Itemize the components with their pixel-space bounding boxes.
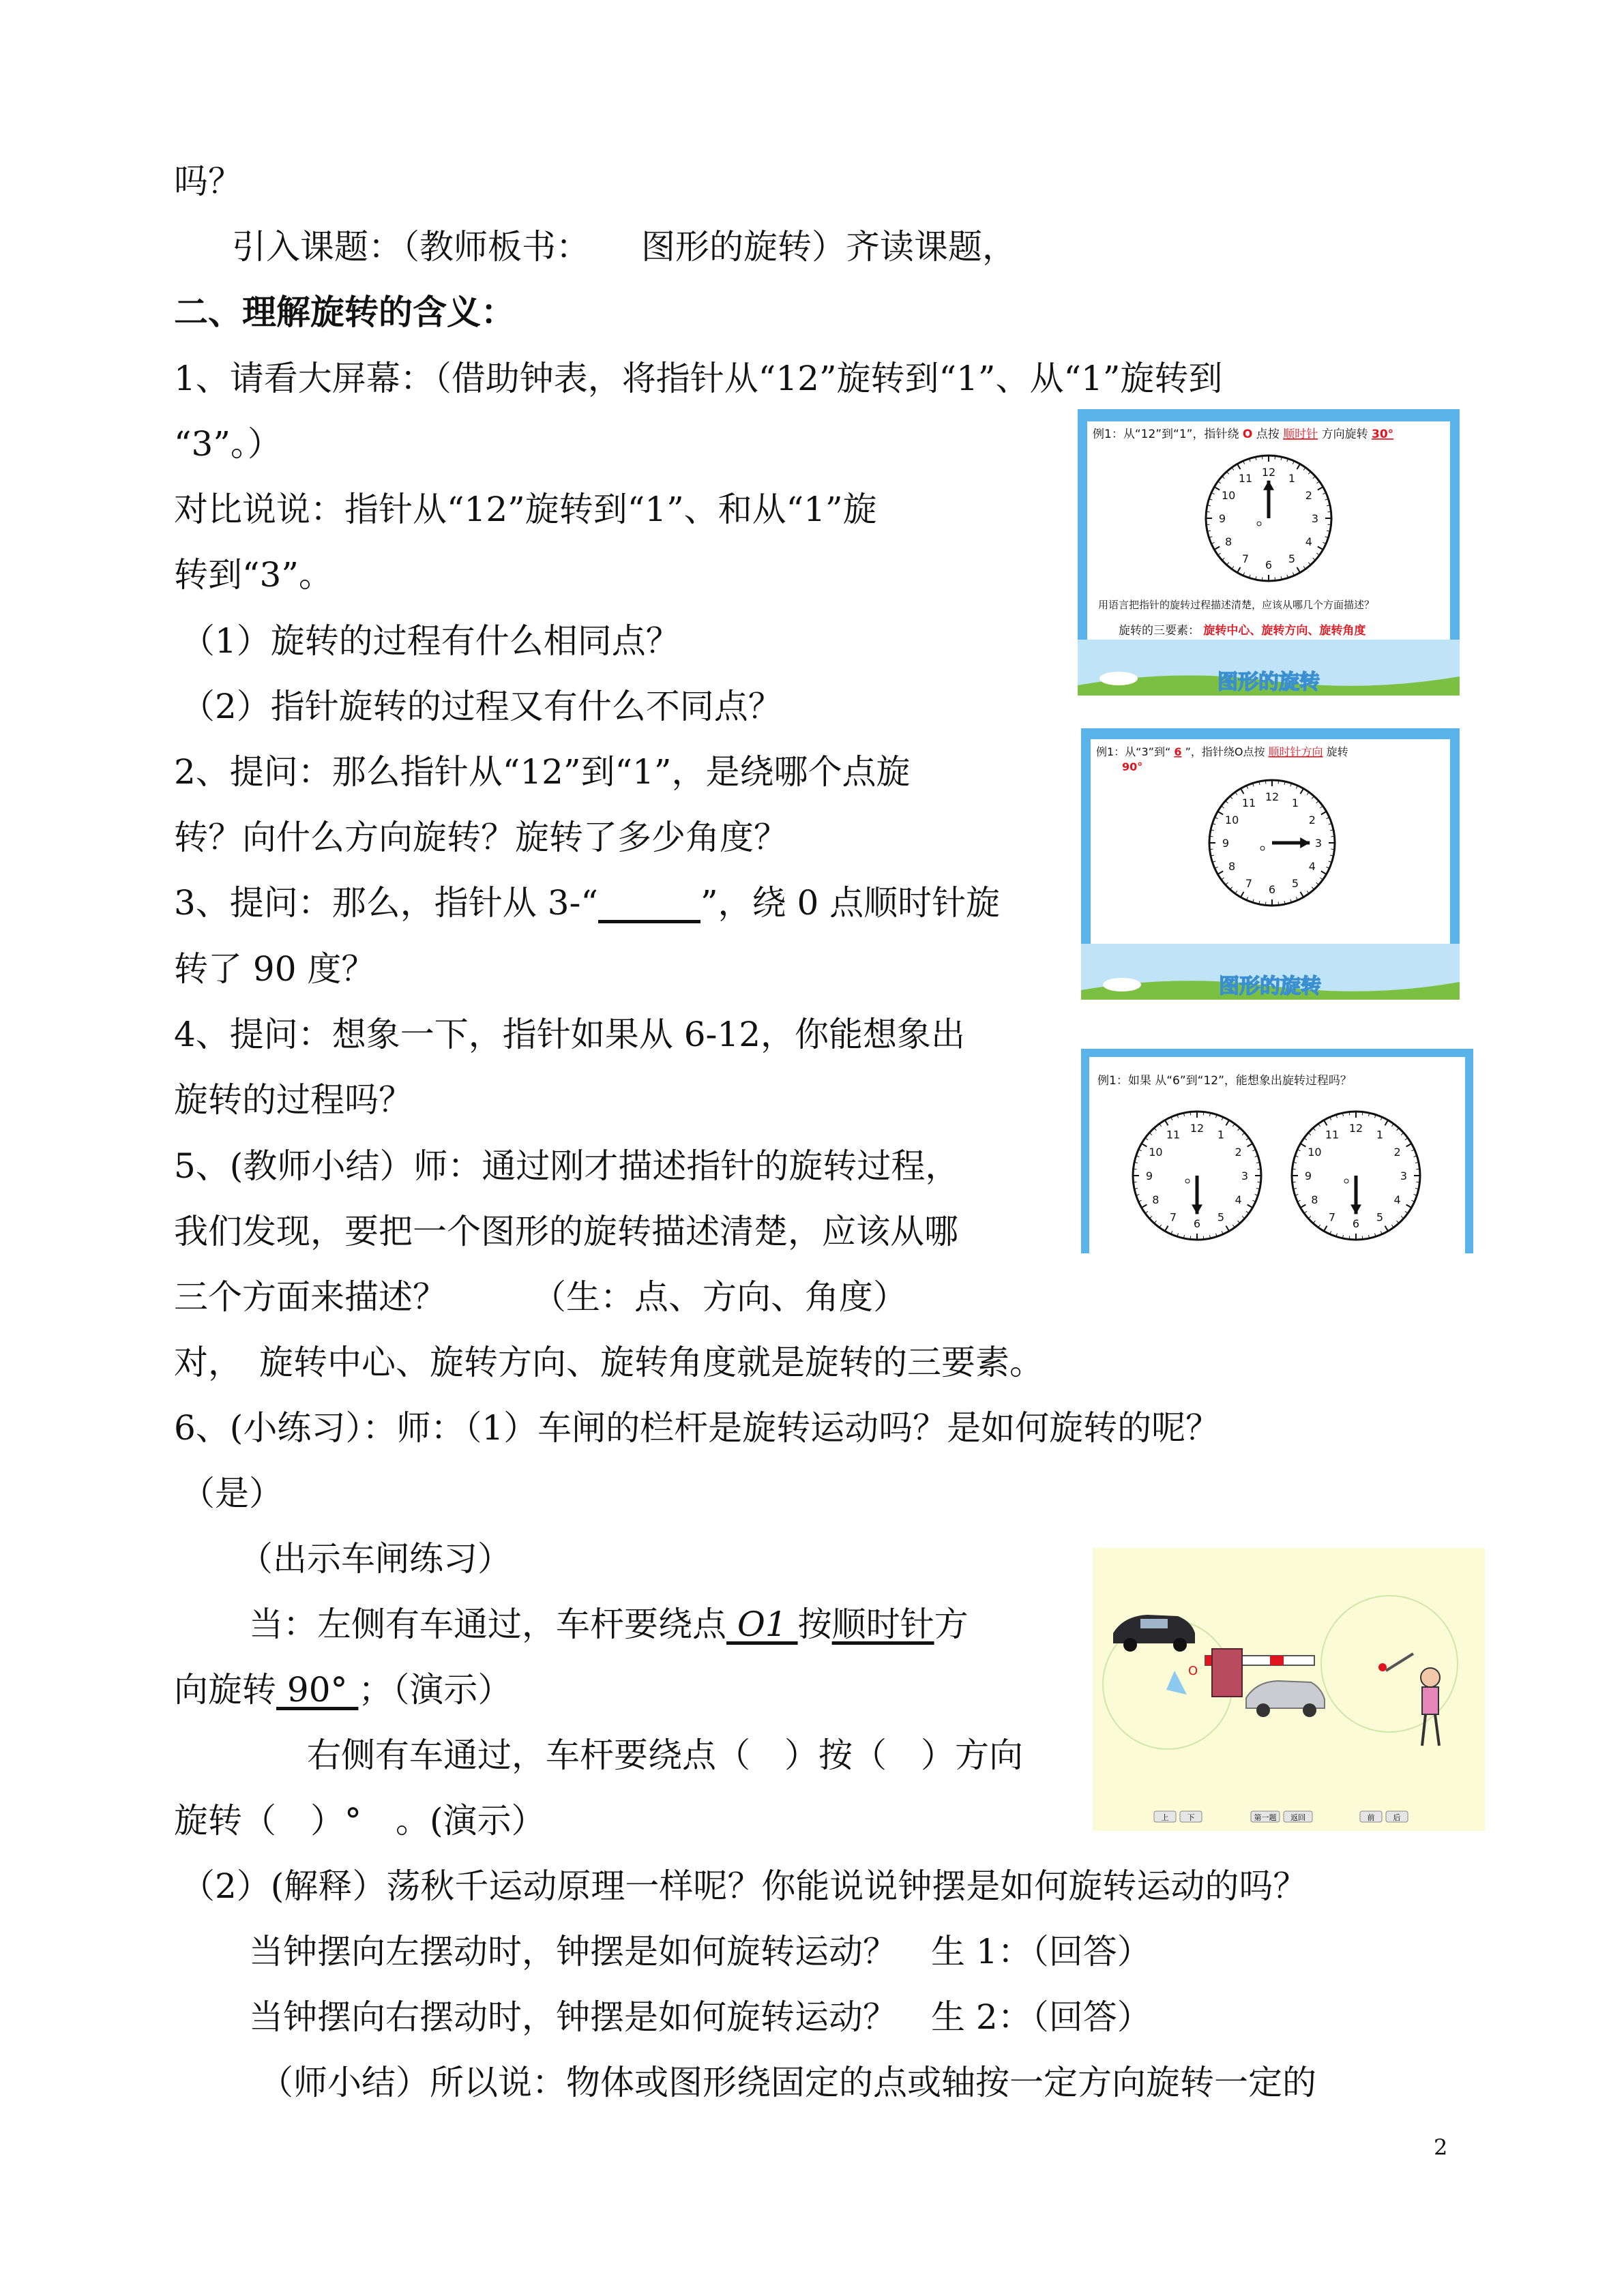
slide-1-banner: 图形的旋转	[1217, 670, 1320, 694]
slide-4-button-prev: 上	[1161, 1813, 1169, 1822]
clock-number: 3	[1241, 1169, 1249, 1182]
slide-2-q-mid: ”，指针绕O点按	[1185, 745, 1265, 758]
slide-1-q-prefix: 例1：从“12”到“1”，指针绕	[1093, 428, 1239, 441]
text-line-13: 转了 90 度？	[174, 949, 376, 989]
text-line-12	[174, 882, 1000, 923]
clock-number: 10	[1224, 814, 1239, 826]
clock-number: 1	[1291, 796, 1299, 810]
text-line-10: 2、提问：那么指针从“12”到“1”，是绕哪个点旋	[174, 752, 911, 792]
clock-number: 12	[1265, 790, 1280, 803]
clock-number: 1	[1217, 1128, 1225, 1142]
clock-number: 8	[1228, 860, 1236, 873]
text-line-23	[249, 1604, 969, 1645]
text-line-27: （2）(解释）荡秋千运动原理一样呢？你能说说钟摆是如何旋转运动的吗？	[181, 1866, 1308, 1906]
clock-number: 12	[1348, 1122, 1363, 1135]
clock-number: 3	[1311, 512, 1319, 525]
clock-number: 9	[1222, 837, 1230, 850]
text-line-22: （出示车闸练习）	[239, 1539, 512, 1579]
cloud-icon	[1103, 978, 1141, 992]
text-line-23-c: 按	[797, 1605, 832, 1644]
clock-number: 4	[1308, 860, 1316, 873]
text-line-24	[174, 1669, 512, 1710]
clock-number: 5	[1291, 876, 1299, 890]
text-line-19: 对， 旋转中心、旋转方向、旋转角度就是旋转的三要素。	[174, 1343, 1044, 1382]
slide-1-q-angle: 30°	[1371, 428, 1394, 441]
text-line-11: 转？向什么方向旋转？旋转了多少角度？	[174, 818, 788, 857]
slide-1-elements	[1119, 623, 1365, 638]
slide-1-q-mid: 点按	[1256, 428, 1280, 441]
gate-bar-stripe	[1270, 1656, 1284, 1665]
rotation-point-label: O	[1188, 1664, 1198, 1678]
clock-number: 12	[1190, 1122, 1205, 1135]
slide-4-button-next: 下	[1187, 1813, 1195, 1822]
slide-3-question: 例1：如果 从“6”到“12”，能想象出旋转过程吗？	[1097, 1074, 1352, 1088]
clock-number: 8	[1152, 1193, 1160, 1206]
clock-number: 9	[1145, 1169, 1153, 1182]
answer-point: O1	[726, 1605, 798, 1644]
page-number: 2	[1434, 2134, 1448, 2160]
text-line-24-a: 向旋转	[174, 1670, 276, 1710]
text-line-05: “3”。）	[174, 424, 282, 464]
clock-number: 11	[1166, 1128, 1181, 1142]
clock-number: 7	[1241, 552, 1250, 565]
text-line-24-c: ；（演示）	[358, 1670, 512, 1710]
slide-4-button-forward: 前	[1367, 1813, 1375, 1822]
slide-2-q-suffix: 旋转	[1326, 745, 1348, 758]
text-line-04: 1、请看大屏幕：（借助钟表，将指针从“12”旋转到“1”、从“1”旋转到	[174, 359, 1223, 398]
clock-number: 4	[1393, 1193, 1401, 1206]
slide-2-q-prefix: 例1：从“3”到“	[1096, 745, 1171, 758]
answer-angle: 90°	[276, 1670, 359, 1710]
slide-2-clock-3-to-6	[1081, 728, 1460, 1000]
slide-2-q-fill: 6	[1174, 745, 1182, 758]
clock-number: 12	[1261, 466, 1276, 479]
slide-1-elements-label: 旋转的三要素：	[1119, 624, 1200, 638]
slide-1-q-dir: 顺时针	[1283, 428, 1318, 441]
text-line-20: 6、(小练习）：师：（1）车闸的栏杆是旋转运动吗？是如何旋转的呢？	[174, 1408, 1220, 1448]
clock-number: 2	[1393, 1146, 1401, 1159]
section-heading: 二、理解旋转的含义：	[174, 292, 515, 332]
slide-4-button-return: 返回	[1290, 1813, 1305, 1822]
slide-1-question	[1093, 428, 1393, 441]
clock-number: 2	[1235, 1146, 1242, 1159]
text-line-15: 旋转的过程吗？	[174, 1080, 413, 1120]
answer-direction: 顺时针	[831, 1605, 934, 1644]
slide-4-car-gate	[1093, 1548, 1485, 1831]
text-line-09: （2）指针旋转的过程又有什么不同点？	[181, 687, 782, 726]
text-line-30: （师小结）所以说：物体或图形绕固定的点或轴按一定方向旋转一定的	[259, 2063, 1316, 2102]
slide-2-q-angle: 90°	[1122, 760, 1143, 773]
clock-face	[1206, 456, 1331, 581]
rotation-point-right	[1378, 1663, 1387, 1671]
clock-face-left	[1133, 1112, 1261, 1240]
clock-number: 1	[1376, 1128, 1384, 1142]
slide-2-q-dir: 顺时针方向	[1268, 745, 1323, 758]
text-line-29: 当钟摆向右摆动时，钟摆是如何旋转运动？ 生 2：（回答）	[249, 1997, 1151, 2037]
text-line-16: 5、(教师小结）师：通过刚才描述指针的旋转过程，	[174, 1146, 960, 1186]
clock-number: 6	[1268, 883, 1276, 896]
text-line-06: 对比说说：指针从“12”旋转到“1”、和从“1”旋	[174, 490, 877, 529]
text-line-26: 旋转（ ）° 。(演示）	[174, 1801, 546, 1840]
clock-number: 11	[1325, 1128, 1340, 1142]
slide-1-q-mid2: 方向旋转	[1321, 428, 1368, 441]
clock-number: 11	[1241, 796, 1256, 810]
clock-number: 4	[1305, 535, 1312, 548]
clock-number: 4	[1235, 1193, 1242, 1206]
clock-number: 6	[1193, 1217, 1201, 1230]
text-line-12-c: ”，绕 0 点顺时针旋	[700, 883, 1001, 923]
clock-face	[1209, 780, 1335, 906]
clock-number: 10	[1221, 489, 1236, 502]
clock-number: 6	[1265, 558, 1273, 571]
clock-number: 5	[1217, 1210, 1225, 1224]
slide-4-button-first: 第一题	[1254, 1813, 1277, 1822]
slide-2-question	[1096, 745, 1348, 758]
clock-number: 8	[1225, 535, 1232, 548]
text-line-17: 我们发现，要把一个图形的旋转描述清楚，应该从哪	[174, 1212, 958, 1251]
text-line-14: 4、提问：想象一下，指针如果从 6-12，你能想象出	[174, 1015, 966, 1054]
clock-number: 6	[1352, 1217, 1360, 1230]
clock-number: 3	[1400, 1169, 1408, 1182]
clock-number: 7	[1328, 1210, 1336, 1224]
gate-post	[1212, 1649, 1242, 1697]
text-line-08: （1）旋转的过程有什么相同点？	[181, 621, 680, 661]
slide-1-prompt: 用语言把指针的旋转过程描述清楚，应该从哪几个方面描述？	[1098, 599, 1375, 611]
clock-number: 9	[1304, 1169, 1312, 1182]
text-line-21: （是）	[181, 1474, 283, 1513]
clock-number: 5	[1288, 552, 1296, 565]
clock-number: 9	[1218, 512, 1226, 525]
clock-number: 2	[1308, 814, 1316, 826]
text-line-01: 吗？	[174, 162, 242, 201]
text-line-02: 引入课题：（教师板书： 图形的旋转）齐读课题，	[232, 227, 1016, 267]
clock-number: 11	[1238, 472, 1253, 486]
clock-number: 10	[1149, 1146, 1163, 1159]
text-line-23-a: 当：左侧有车通过，车杆要绕点	[249, 1605, 726, 1644]
clock-number: 10	[1308, 1146, 1322, 1159]
slide-1-clock-12-to-1	[1078, 409, 1460, 696]
slide-4-button-back: 后	[1393, 1813, 1401, 1822]
slide-1-elements-value: 旋转中心、旋转方向、旋转角度	[1203, 624, 1366, 638]
clock-number: 8	[1311, 1193, 1318, 1206]
slide-3-clock-6-to-12	[1081, 1049, 1473, 1253]
cloud-icon	[1099, 672, 1138, 685]
slide-2-banner: 图形的旋转	[1219, 974, 1321, 998]
clock-number: 1	[1288, 472, 1296, 486]
clock-number: 5	[1376, 1210, 1384, 1224]
text-line-12-a: 3、提问：那么，指针从 3-“	[174, 883, 598, 923]
clock-number: 3	[1314, 837, 1323, 850]
slide-1-q-point: O	[1242, 428, 1253, 441]
clock-face-right	[1292, 1112, 1420, 1240]
text-line-23-e: 方	[934, 1605, 969, 1644]
text-line-25: 右侧有车通过，车杆要绕点（ ）按（ ）方向	[307, 1735, 1023, 1775]
clock-number: 7	[1245, 876, 1253, 890]
clock-number: 7	[1169, 1210, 1177, 1224]
clock-number: 2	[1305, 489, 1312, 502]
text-line-18: 三个方面来描述？ （生：点、方向、角度）	[174, 1277, 907, 1317]
text-line-07: 转到“3”。	[174, 555, 333, 595]
text-line-28: 当钟摆向左摆动时，钟摆是如何旋转运动？ 生 1：（回答）	[249, 1932, 1151, 1971]
blank-underline	[598, 883, 700, 923]
